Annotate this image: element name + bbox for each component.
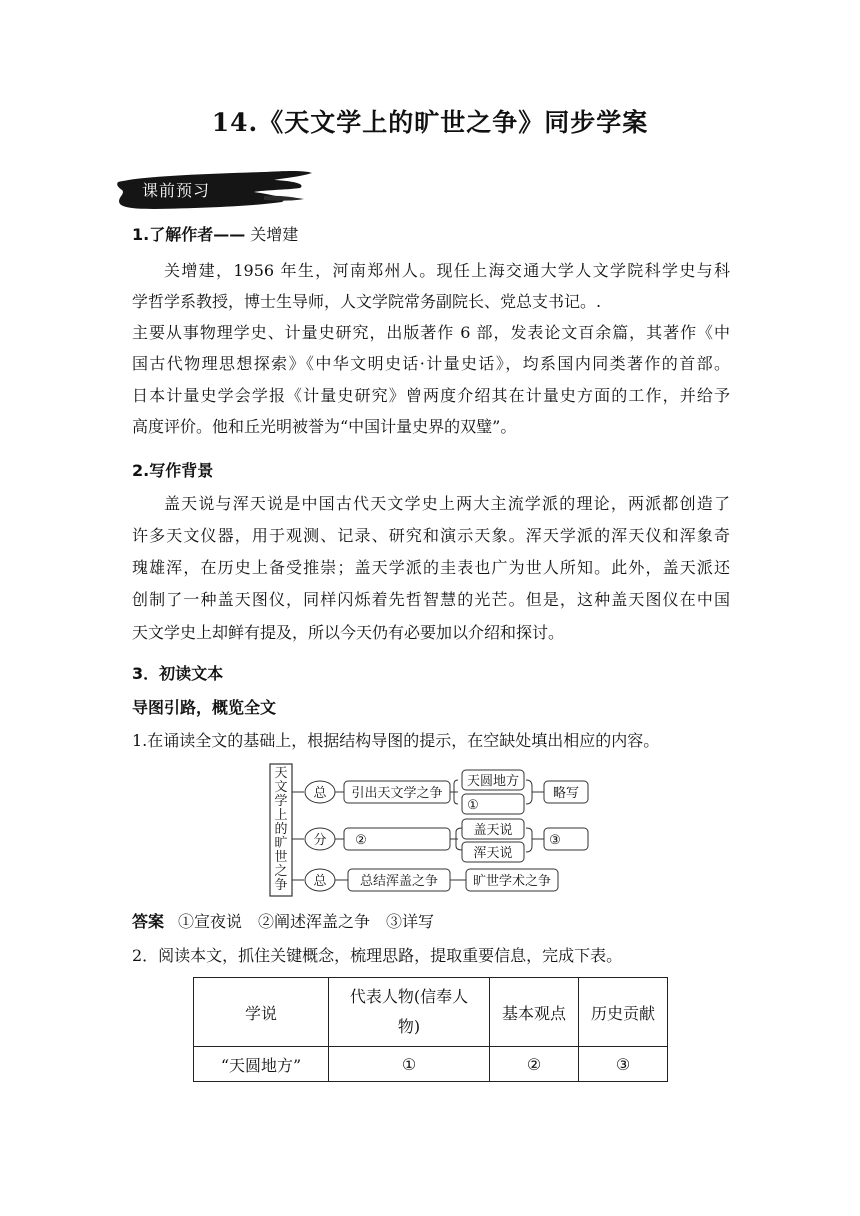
answer-label: 答案 xyxy=(132,912,165,931)
paragraph-line: 盖天说与浑天说是中国古代天文学史上两大主流学派的理论，两派都创造了 xyxy=(164,494,730,513)
root-char: 学 xyxy=(274,794,288,809)
table-header-cell: 学说 xyxy=(194,978,329,1047)
section3-heading: 3．初读文本 xyxy=(132,664,224,683)
section1-heading xyxy=(132,225,298,245)
paragraph-line: 国古代物理思想探索》《中华文明史话·计量史话》，均系国内同类著作的首部。 xyxy=(132,354,730,373)
tianyuan-label: 天圆地方 xyxy=(466,774,520,789)
blank-2-label: ② xyxy=(355,833,367,848)
luexie-label: 略写 xyxy=(552,786,580,801)
table-header-line: 代表人物(信奉人 xyxy=(349,987,469,1006)
blank-1-label: ① xyxy=(467,798,479,813)
paragraph-line: 日本计量史学会学报《计量史研究》曾两度介绍其在计量史方面的工作，并给予 xyxy=(132,386,730,405)
paragraph-line: 瑰雄浑，在历史上备受推崇；盖天学派的圭表也广为世人所知。此外，盖天派还 xyxy=(132,558,730,577)
table-cell: “天圆地方” xyxy=(194,1047,329,1082)
paragraph-line: 天文学史上却鲜有提及，所以今天仍有必要加以介绍和探讨。 xyxy=(132,623,565,642)
root-char: 上 xyxy=(274,808,288,823)
question-2: 2．阅读本文，抓住关键概念，梳理思路，提取重要信息，完成下表。 xyxy=(132,946,623,965)
question-1: 1.在诵读全文的基础上，根据结构导图的提示，在空缺处填出相应的内容。 xyxy=(132,731,660,750)
root-char: 天 xyxy=(274,766,288,781)
node-zong-1-label: 总 xyxy=(313,786,327,801)
root-char: 之 xyxy=(274,864,288,879)
table-header-row xyxy=(194,978,668,1047)
kuangshi-label: 旷世学术之争 xyxy=(472,874,552,889)
answer-line xyxy=(132,912,434,932)
node-zong-2-label: 总 xyxy=(313,874,327,889)
paragraph-line: 学哲学系教授，博士生导师，人文学院常务副院长、党总支书记。. xyxy=(132,292,602,311)
paragraph-line: 创制了一种盖天图仪，同样闪烁着先哲智慧的光芒。但是，这种盖天图仪在中国 xyxy=(132,590,730,609)
summary-table xyxy=(193,977,668,1082)
paragraph-line: 许多天文仪器，用于观测、记录、研究和演示天象。浑天学派的浑天仪和浑象奇 xyxy=(132,526,730,545)
section2-heading: 2.写作背景 xyxy=(132,461,214,480)
node-fen-label: 分 xyxy=(313,833,327,848)
banner-label: 课前预习 xyxy=(142,181,211,200)
section1-heading-label: 1.了解作者—— xyxy=(132,225,246,244)
structure-diagram xyxy=(268,762,598,898)
section3-subheading: 导图引路，概览全文 xyxy=(132,698,277,717)
blank-3-label: ③ xyxy=(549,833,561,848)
root-char: 文 xyxy=(274,780,288,795)
table-header-cell: 历史贡献 xyxy=(579,978,668,1047)
paragraph-line: 关增建，1956 年生，河南郑州人。现任上海交通大学人文学院科学史与科 xyxy=(164,261,730,280)
table-cell: ② xyxy=(490,1047,579,1082)
root-char: 世 xyxy=(274,850,288,865)
answer-text: ①宣夜说 ②阐述浑盖之争 ③详写 xyxy=(178,912,435,931)
table-row xyxy=(194,1047,668,1082)
gaitian-label: 盖天说 xyxy=(473,823,513,838)
root-title xyxy=(274,766,287,893)
root-char: 旷 xyxy=(274,836,288,851)
paragraph-line: 高度评价。他和丘光明被誉为“中国计量史界的双璧”。 xyxy=(132,417,517,436)
summary-label: 总结浑盖之争 xyxy=(359,874,439,889)
table-cell: ③ xyxy=(579,1047,668,1082)
intro-label: 引出天文学之争 xyxy=(351,786,443,801)
author-name: 关增建 xyxy=(245,225,299,244)
table-header-cell: 基本观点 xyxy=(490,978,579,1047)
table-cell: ① xyxy=(329,1047,490,1082)
huntian-label: 浑天说 xyxy=(473,846,513,861)
root-char: 争 xyxy=(274,878,288,893)
table-header-line: 物) xyxy=(397,1017,421,1036)
root-char: 的 xyxy=(274,822,288,837)
paragraph-line: 主要从事物理学史、计量史研究，出版著作 6 部，发表论文百余篇，其著作《中 xyxy=(132,323,730,342)
page-title: 14.《天文学上的旷世之争》同步学案 xyxy=(211,108,649,137)
table-header-cell xyxy=(329,978,490,1047)
